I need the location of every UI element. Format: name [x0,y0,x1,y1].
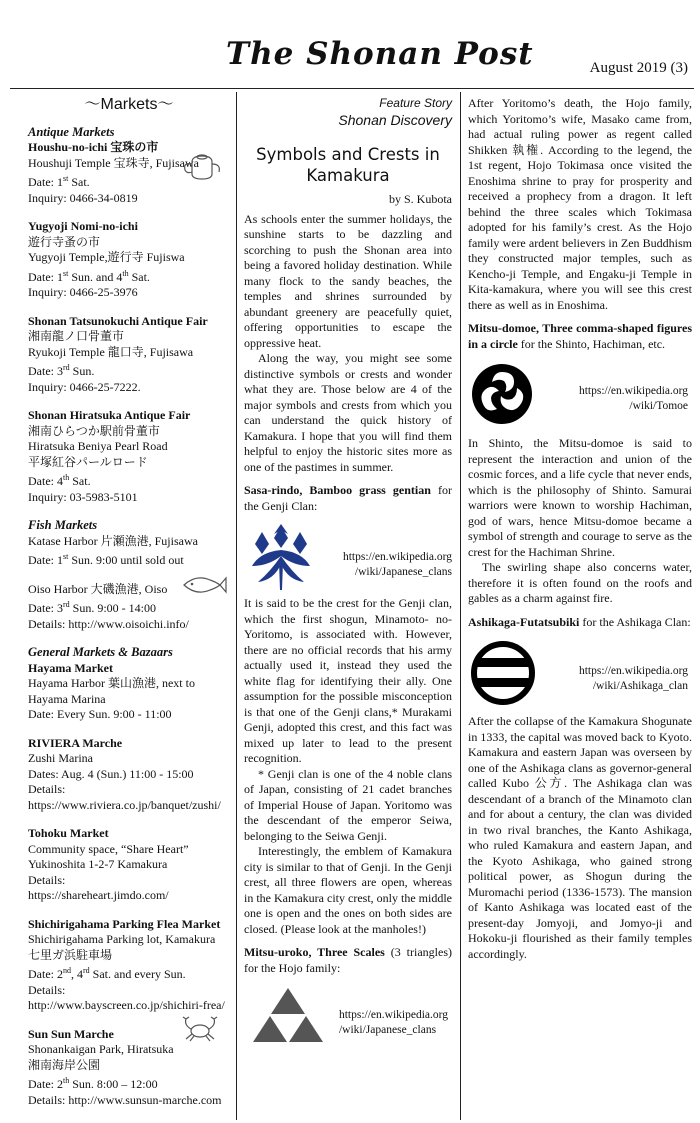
byline: by S. Kubota [389,192,452,206]
category-heading: Fish Markets [28,518,98,532]
market-line: 湘南龍ノ口骨董市 [28,329,125,343]
feature-subtitle: Shonan Discovery [338,111,452,128]
market-line: https://shareheart.jimdo.com/ [28,888,169,902]
market-line: Inquiry: 0466-34-0819 [28,190,138,205]
market-entry [28,582,230,633]
market-entry [28,917,230,1014]
market-name: Shichirigahama Parking Flea Market [28,916,221,931]
mitsu-uroko-crest-icon [250,986,326,1044]
figure-url: https://en.wikipedia.org /wiki/Tomoe [578,385,688,412]
market-name: Houshu-no-ichi 宝珠の市 [28,140,159,154]
market-line: Houshuji Temple 宝珠寺, Fujisawa [28,155,199,170]
market-line: Inquiry: 03-5983-5101 [28,489,138,504]
market-line: https://www.riviera.co.jp/banquet/zushi/ [28,797,221,812]
paragraph: The swirling shape also concerns water, therefore it is often found on the roofs and gables as a charm against fire. [468,560,692,605]
market-line: Hiratsuka Beniya Pearl Road [28,439,168,453]
market-line: 湘南ひらつか駅前骨董市 [28,423,160,438]
market-line: Date: 3rd Sun. 9:00 - 14:00 [28,600,157,615]
story-column-2 [244,96,452,1048]
paragraph: After Yoritomo’s death, the Hojo family, which Yoritomo’s wife, Masako came from, had actual ruling power as regent called Shikken 執権. According to the legend, the 1st regent, Hojo Tokimasa once visited the Enoshima shrine to pray for prosperity and received a prophecy from a dragon. It left behind the three scales which Tokimasa adopted for his family’s crest. As the Hojo family were ardent believers in Zen Buddhism they constructed major temples, such as Kencho-ji Temple, and Engaku-ji Temple in Kita-kamakura, where you will see this crest there as well as in Enoshima. [468,96,692,312]
market-line: Ryukoji Temple 龍口寺, Fujisawa [28,344,194,359]
market-line: Community space, “Share Heart” [28,841,189,856]
futatsubiki-crest-icon [470,640,536,706]
mitsu-domoe-crest-icon [470,362,534,426]
markets-column [28,92,230,1121]
market-line: Shonankaigan Park, Hiratsuka [28,1042,174,1056]
market-name: Shonan Tatsunokuchi Antique Fair [28,313,208,328]
fish-icon [178,572,228,598]
market-line: Yugyoji Temple,遊行寺 Fujiswa [28,250,185,264]
masthead [0,0,700,90]
market-name: RIVIERA Marche [28,735,123,750]
paragraph: After the collapse of the Kamakura Shogunate in 1333, the capital was moved back to Kyoto. Kamakura and eastern Japan was overseen by one of the Ashikaga clans as governor-general called Kubo 公方. The Ashikaga clan was descendant of a branch of the Minamoto clan and for about a century, the clan was divided in two rival branches, the Kanto Ashikaga, who ruled Kamakura and eastern Japan, and the Kyoto Ashikaga, who gained strong political power, as Shogun during the Muromachi period (1336-1573). The mansion of Kanto Ashikaga was located east of the present-day Jomyoji, and Jomyo-ji and Hokoku-ji flourished as their family temples accordingly. [468,714,692,961]
market-line: Details: [28,872,66,887]
market-line: Date: 1st Sun. and 4th Sat. [28,268,150,284]
crest-heading: Mitsu-domoe, Three comma-shaped figures in a circle for the Shinto, Hachiman, etc. [468,321,692,351]
paragraph: As schools enter the summer holidays, the sunshine starts to be dazzling and scorching to push the Shonan area into being a favored holiday destination. While many flock to the sandy beaches, the temples and shrines surrounded by abundant greenery are peacefully quiet, offering opportunities to escape the oppressive heat. [244,211,452,350]
market-line: Date: 1st Sun. 9:00 until sold out [28,552,184,567]
market-line: Yukinoshita 1-2-7 Kamakura [28,857,168,871]
newspaper-title: The Shonan Post [226,36,534,72]
issue-date: August 2019 (3) [589,60,688,76]
crest-heading: Sasa-rindo, Bamboo grass gentian for the Genji Clan: [244,483,452,513]
story-column-3 [468,96,692,962]
market-line: Katase Harbor 片瀬漁港, Fujisawa [28,533,198,548]
mitsu-domoe-figure [468,360,692,436]
ashikaga-figure [468,638,692,714]
market-line: Shichirigahama Parking lot, Kamakura [28,932,216,946]
market-line: Date: Every Sun. 9:00 - 11:00 [28,707,172,721]
market-entry [28,826,230,904]
sasa-rindo-crest-icon [246,522,316,592]
crest-heading: Mitsu-uroko, Three Scales (3 triangles) for the Hojo family: [244,945,452,975]
market-line: http://www.bayscreen.co.jp/shichiri-frea/ [28,998,225,1012]
market-name: Shonan Hiratsuka Antique Fair [28,408,191,422]
market-line: Details: [28,982,66,997]
market-line: Details: [28,782,66,796]
paragraph: * Genji clan is one of the 4 noble clans of Japan, consisting of 21 cadet branches of Imperial House of Japan. Yoritomo was the descendant of the emperor Seiwa, belonging to the Seiwa Genji. [244,766,452,843]
market-line: 平塚紅谷パールロード [28,454,148,469]
crest-heading: Ashikaga-Futatsubiki for the Ashikaga Clan: [468,614,691,629]
market-line: Details: http://www.sunsun-marche.com [28,1092,222,1107]
market-line: Oiso Harbor 大磯漁港, Oiso [28,581,168,596]
market-line: Date: 2th Sun. 8:00 – 12:00 [28,1076,158,1091]
market-entry [28,1027,230,1109]
market-entry [28,736,230,814]
paragraph: Interestingly, the emblem of Kamakura city is similar to that of Genji. In the Genji crest, all three flowers are open, whereas in the Kamakura city crest, only the middle one is open and the ones on both sides are closed. (Please look at the manholes!) [244,844,452,936]
category-heading: General Markets & Bazaars [28,645,173,659]
market-line: Details: http://www.oisoichi.info/ [28,616,189,631]
story-headline: Symbols and Crests in Kamakura [256,145,440,185]
figure-url: https://en.wikipedia.org /wiki/Japanese_clans [342,551,452,578]
column-divider [236,92,237,1120]
feature-label: Feature Story [379,96,452,110]
paragraph: Along the way, you might see some distinctive symbols or crests and wonder what they are. Those below are 4 of the major symbols and crests from which you can understand the quick history of Kamakura. I hope that you will find them helpful to enjoy the historic sites more as one of the pastimes in summer. [244,351,452,474]
column-divider [460,92,461,1120]
market-entry [28,219,230,301]
market-entry [28,140,230,206]
market-line: Inquiry: 0466-25-7222. [28,379,141,394]
market-name: Tohoku Market [28,826,109,840]
market-entry [28,534,230,569]
market-name: Hayama Market [28,660,113,675]
market-entry [28,408,230,505]
market-line: Date: 2nd, 4rd Sat. and every Sun. [28,966,186,981]
teapot-icon [180,152,224,182]
markets-title: ～Markets～ [84,96,174,113]
market-line: 遊行寺蚤の市 [28,234,101,249]
market-line: Inquiry: 0466-25-3976 [28,285,138,299]
market-line: 七里ガ浜駐車場 [28,947,113,962]
market-line: 湘南海岸公園 [28,1057,101,1072]
market-line: Date: 4th Sat. [28,473,91,488]
market-line: Date: 1st Sat. [28,174,90,189]
mitsu-uroko-figure [244,984,452,1048]
category-heading: Antique Markets [28,124,115,139]
market-line: Date: 3rd Sun. [28,363,95,378]
market-entry [28,314,230,396]
figure-url: https://en.wikipedia.org /wiki/Japanese_clans [338,1009,448,1036]
figure-url: https://en.wikipedia.org /wiki/Ashikaga_clan [578,665,688,692]
paragraph: It is said to be the crest for the Genji clan, which the first shogun, Minamoto- no- Yoritomo, is associated with. However, there are no official records that his army actually used it, instead they used the white flag for identifying their ally. One assumption for the possible misconception is that one of the Genji clans,* Murakami Genji, adopted this crest, and this fact was mixed up later to lead to the present recognition. [244,596,452,765]
sasa-rindo-figure [244,522,452,594]
market-name: Sun Sun Marche [28,1026,114,1041]
paragraph: In Shinto, the Mitsu-domoe is said to represent the interaction and union of the cosmic forces, and a life cycle that never ends, which is the philosophy of Shinto. Samurai warriors were known to worship Hachiman, god of wars, hence Mitsu-domoe became a symbol of strength and courage to serve as the crest for the Hachiman Shrine. [468,436,692,559]
market-line: Dates: Aug. 4 (Sun.) 11:00 - 15:00 [28,766,194,781]
market-name: Yugyoji Nomi-no-ichi [28,219,138,233]
market-line: Hayama Harbor 葉山漁港, next to Hayama Marina [28,676,195,706]
market-entry [28,661,230,723]
market-line: Zushi Marina [28,751,93,765]
masthead-rule [10,88,694,89]
crab-icon [178,1015,222,1043]
